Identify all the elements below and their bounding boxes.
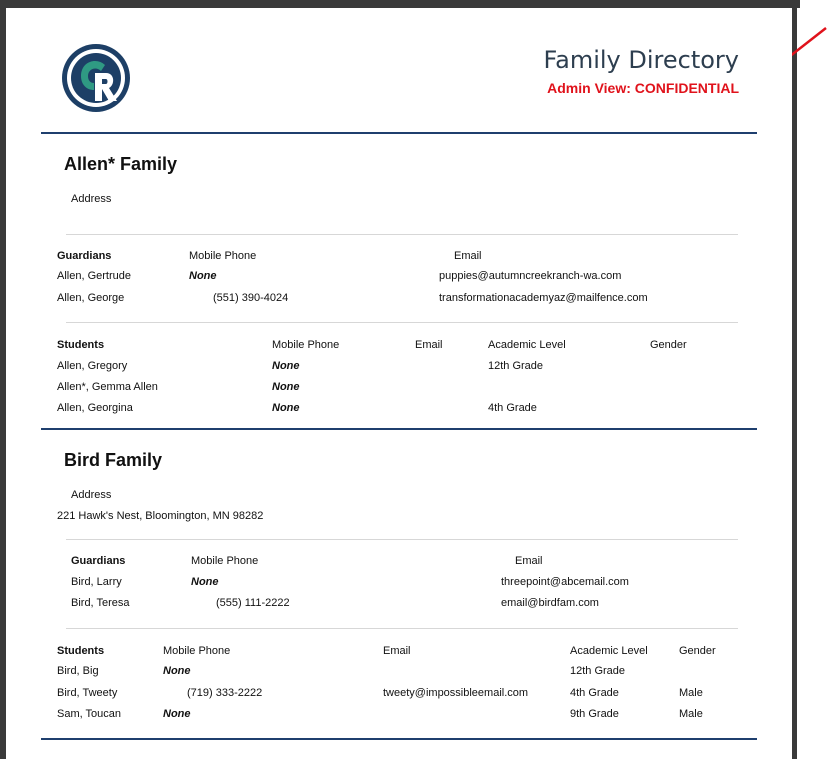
student-gender: Male bbox=[679, 687, 703, 699]
gender-header: Gender bbox=[650, 339, 687, 351]
guardians-header: Guardians bbox=[57, 250, 112, 262]
confidential-label: Admin View: CONFIDENTIAL bbox=[547, 80, 739, 96]
students-header: Students bbox=[57, 339, 105, 351]
guardian-phone: (551) 390-4024 bbox=[213, 292, 289, 304]
student-name: Bird, Tweety bbox=[57, 687, 118, 699]
student-level: 4th Grade bbox=[570, 687, 619, 699]
mobile-phone-header: Mobile Phone bbox=[191, 555, 259, 567]
mobile-phone-header: Mobile Phone bbox=[272, 339, 340, 351]
student-phone: None bbox=[272, 360, 300, 372]
student-phone: None bbox=[163, 665, 191, 677]
student-name: Bird, Big bbox=[57, 665, 99, 677]
row-divider bbox=[66, 234, 738, 235]
academic-level-header: Academic Level bbox=[488, 339, 566, 351]
address-value: 221 Hawk's Nest, Bloomington, MN 98282 bbox=[57, 510, 264, 522]
family-name: Allen* Family bbox=[64, 154, 178, 174]
family-name: Bird Family bbox=[64, 450, 163, 470]
student-level: 9th Grade bbox=[570, 708, 619, 720]
student-gender: Male bbox=[679, 708, 703, 720]
student-name: Sam, Toucan bbox=[57, 708, 122, 720]
academic-level-header: Academic Level bbox=[570, 645, 648, 657]
guardian-name: Allen, Gertrude bbox=[57, 270, 131, 282]
guardian-phone: (555) 111-2222 bbox=[216, 597, 290, 609]
student-phone: None bbox=[272, 381, 300, 393]
student-phone: (719) 333-2222 bbox=[187, 687, 263, 699]
guardian-name: Allen, George bbox=[57, 292, 125, 304]
student-level: 12th Grade bbox=[488, 360, 544, 372]
guardian-phone: None bbox=[189, 270, 217, 282]
address-label: Address bbox=[71, 489, 112, 501]
guardian-email[interactable]: email@birdfam.com bbox=[501, 597, 599, 609]
mobile-phone-header: Mobile Phone bbox=[189, 250, 257, 262]
row-divider bbox=[66, 322, 738, 323]
section-divider bbox=[41, 428, 757, 430]
guardians-header: Guardians bbox=[71, 555, 126, 567]
row-divider bbox=[66, 539, 738, 540]
row-divider bbox=[66, 628, 738, 629]
guardian-email[interactable]: transformationacademyaz@mailfence.com bbox=[439, 292, 648, 304]
student-name: Allen, Gregory bbox=[57, 360, 128, 372]
student-email[interactable]: tweety@impossibleemail.com bbox=[383, 687, 529, 699]
email-header: Email bbox=[383, 645, 411, 657]
student-name: Allen, Georgina bbox=[57, 402, 133, 414]
page-title: Family Directory bbox=[543, 46, 739, 74]
mobile-phone-header: Mobile Phone bbox=[163, 645, 231, 657]
section-divider bbox=[41, 738, 757, 740]
email-header: Email bbox=[454, 250, 482, 262]
guardian-name: Bird, Larry bbox=[71, 576, 122, 588]
guardian-email[interactable]: puppies@autumncreekranch-wa.com bbox=[439, 270, 622, 282]
student-phone: None bbox=[272, 402, 300, 414]
students-header: Students bbox=[57, 645, 105, 657]
student-name: Allen*, Gemma Allen bbox=[57, 381, 158, 393]
student-level: 4th Grade bbox=[488, 402, 537, 414]
guardian-name: Bird, Teresa bbox=[71, 597, 130, 609]
directory-page bbox=[6, 8, 792, 759]
email-header: Email bbox=[415, 339, 443, 351]
email-header: Email bbox=[515, 555, 543, 567]
section-divider bbox=[41, 132, 757, 134]
school-logo-icon bbox=[61, 43, 131, 113]
address-label: Address bbox=[71, 193, 112, 205]
student-phone: None bbox=[163, 708, 191, 720]
gender-header: Gender bbox=[679, 645, 716, 657]
guardian-email[interactable]: threepoint@abcemail.com bbox=[501, 576, 629, 588]
guardian-phone: None bbox=[191, 576, 219, 588]
student-level: 12th Grade bbox=[570, 665, 626, 677]
